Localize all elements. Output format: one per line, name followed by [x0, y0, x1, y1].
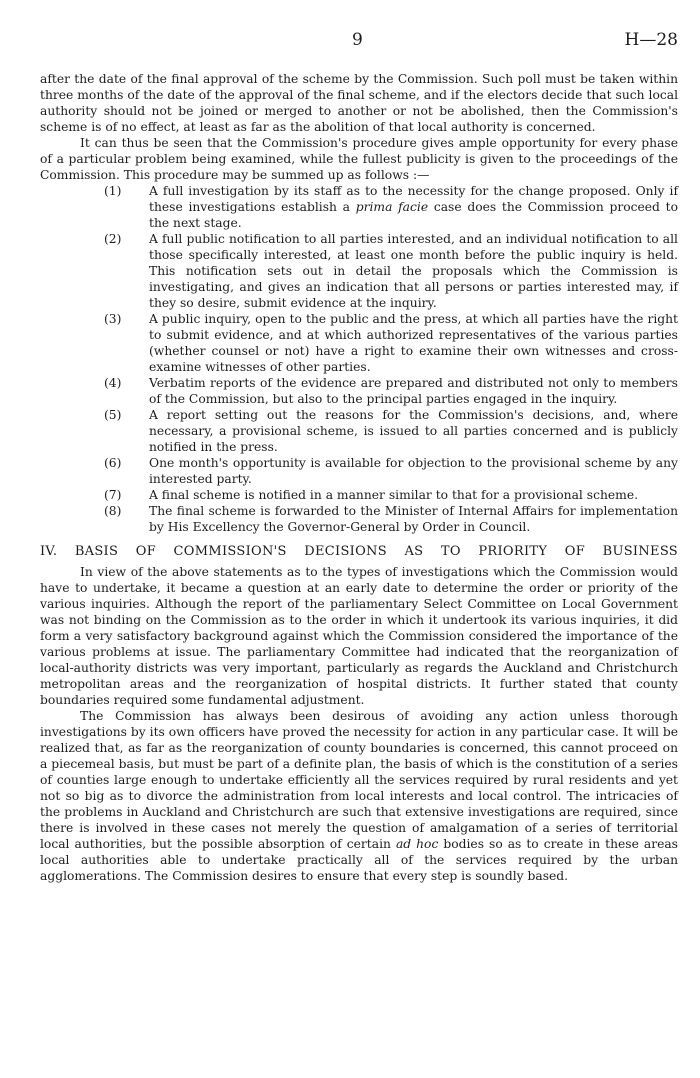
section-paragraph: In view of the above statements as to the types of investigations which the Commission would have to undertake, it became a question at an early date to determine the order or priority of the various inquiries. Although the report of the parliamentary Select Committee on Local Government was not binding on the Commission as to the order in which it undertook its various inquiries, it did form a very satisfactory background against which the Commission considered the importance of the various problems at issue. The parliamentary Committee had indicated that the reorganization of local-authority districts was very important, particularly as regards the Auckland and Christchurch metropolitan areas and the reorganization of hospital districts. It further stated that county boundaries required some fundamental adjustment. — [40, 565, 678, 707]
step-number: (8) — [104, 504, 122, 518]
procedure-intro-paragraph: It can thus be seen that the Commission's procedure gives ample opportunity for every phase of a particular problem being examined, while the fullest publicity is given to the proceedings of the Commission. This procedure may be summed up as follows :— — [40, 136, 678, 182]
procedure-step — [40, 487, 678, 503]
procedure-step — [40, 231, 678, 311]
procedure-step — [40, 407, 678, 455]
page-body — [40, 71, 678, 884]
step-text-italic: prima facie — [355, 200, 429, 214]
step-number: (2) — [104, 232, 122, 246]
step-number: (7) — [104, 488, 122, 502]
paragraph-text-before: The Commission has always been desirous of avoiding any action unless thorough investigations by its own officers have proved the necessity for action in any particular case. It will be realized that, as far as the reorganization of county boundaries is concerned, this cannot proceed on a piecemeal basis, but must be part of a definite plan, the basis of which is the constitution of a series of counties large enough to undertake efficiently all the services required by rural residents and yet not so big as to divorce the administration from local interests and local control. The intricacies of the problems in Auckland and Christchurch are such that extensive investigations are required, since there is involved in these cases not merely the question of amalgamation of a series of territorial local authorities, but the possible absorption of certain — [40, 709, 678, 851]
step-number: (3) — [104, 312, 122, 326]
section-paragraph — [40, 708, 678, 884]
paragraph-text-after: bodies so as to create in these areas local authorities able to undertake practically all of the services required by the urban agglomerations. The Commission desires to ensure that every step is soundly based. — [40, 837, 678, 883]
step-text: A full public notification to all parties interested, and an individual notification to all those specifically interested, at least one month before the public inquiry is held. This notification sets out in detail the proposals which the Commission is investigating, and gives an indication that all persons or parties interested may, if they so desire, submit evidence at the inquiry. — [149, 232, 678, 310]
document-reference: H—28 — [624, 30, 678, 50]
procedure-step — [40, 183, 678, 231]
step-number: (6) — [104, 456, 122, 470]
step-number: (1) — [104, 184, 122, 198]
paragraph-text-italic: ad hoc — [395, 837, 439, 851]
step-number: (5) — [104, 408, 122, 422]
step-text — [149, 183, 678, 231]
procedure-list — [40, 183, 678, 535]
procedure-step — [40, 455, 678, 487]
step-text: A public inquiry, open to the public and the press, at which all parties have the right to submit evidence, and at which authorized representatives of the various parties (whether counsel or not) have a right to examine their own witnesses and cross-examine witnesses of other parties. — [149, 312, 678, 374]
section-heading: IV. BASIS OF COMMISSION'S DECISIONS AS TO PRIORITY OF BUSINESS — [40, 544, 678, 559]
step-text: One month's opportunity is available for objection to the provisional scheme by any interested party. — [149, 456, 678, 486]
step-text: Verbatim reports of the evidence are prepared and distributed not only to members of the Commission, but also to the principal parties engaged in the inquiry. — [149, 376, 678, 406]
step-text-before: A full investigation by its staff as to the necessity for the change proposed. Only if these investigations establish a — [149, 184, 678, 214]
procedure-step — [40, 311, 678, 375]
page-header — [0, 30, 700, 50]
step-number: (4) — [104, 376, 122, 390]
continuation-paragraph: after the date of the final approval of the scheme by the Commission. Such poll must be taken within three months of the date of the approval of the final scheme, and if the electors decide that such local authority should not be joined or merged to another or not be abolished, then the Commission's scheme is of no effect, at least as far as the abolition of that local authority is concerned. — [40, 72, 678, 134]
step-text: The final scheme is forwarded to the Minister of Internal Affairs for implementation by His Excellency the Governor-General by Order in Council. — [149, 504, 678, 534]
procedure-step — [40, 375, 678, 407]
procedure-step — [40, 503, 678, 535]
step-text: A final scheme is notified in a manner similar to that for a provisional scheme. — [149, 488, 639, 502]
step-text: A report setting out the reasons for the Commission's decisions, and, where necessary, a provisional scheme, is issued to all parties concerned and is publicly notified in the press. — [149, 408, 678, 454]
page-number: 9 — [352, 30, 363, 50]
step-text-after: case does the Commission proceed to the next stage. — [149, 200, 678, 230]
